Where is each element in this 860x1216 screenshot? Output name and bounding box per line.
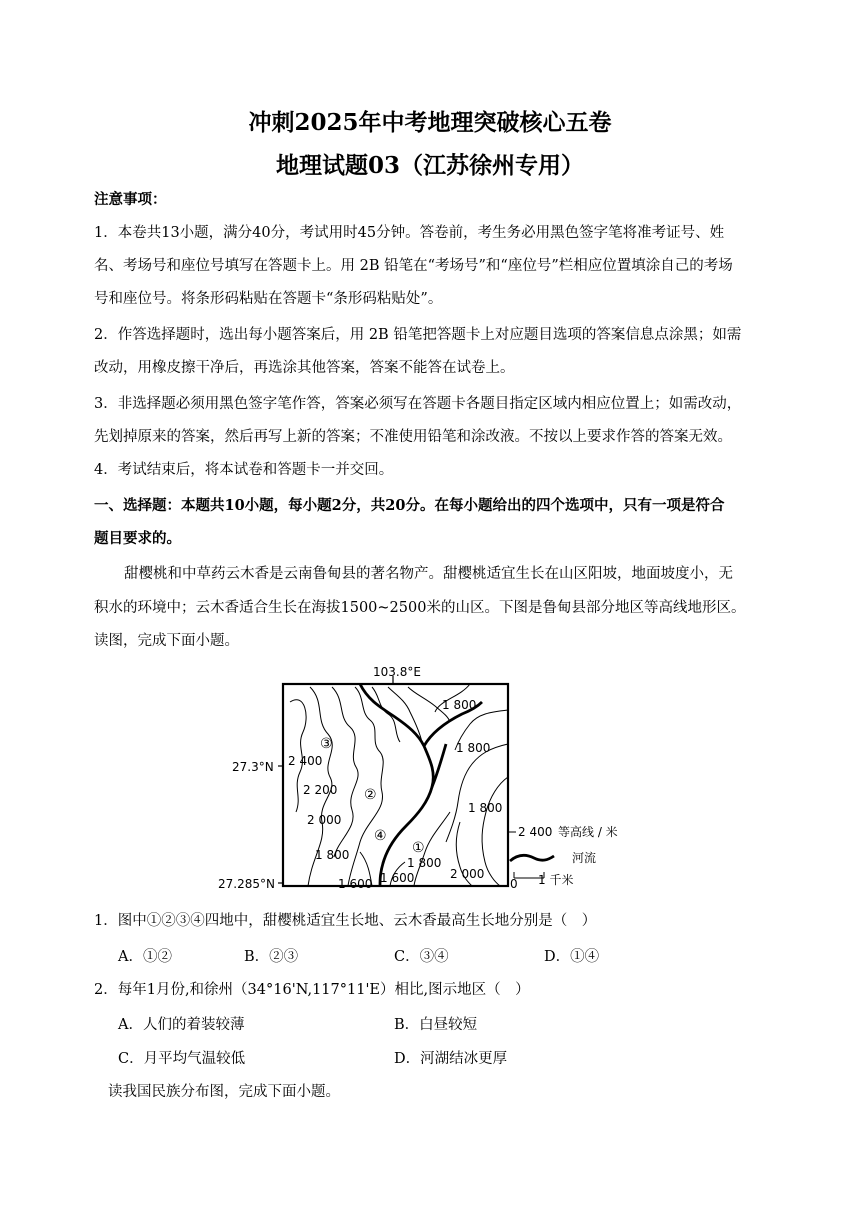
scale-zero: 0	[510, 877, 518, 891]
contour-label: 1 600	[338, 877, 373, 891]
passage-line: 积水的环境中；云木香适合生长在海拔1500~2500米的山区。下图是鲁甸县部分地区等高线地形区。	[94, 600, 746, 616]
contour-map	[210, 662, 630, 898]
legend-river-label: 河流	[572, 851, 597, 865]
q1-option-c: C．③④	[394, 949, 449, 965]
legend-river-symbol	[510, 855, 554, 861]
passage-line: 读图，完成下面小题。	[94, 633, 239, 649]
q2-option-b: B．白昼较短	[394, 1017, 478, 1033]
contour-label: 1 800	[468, 801, 503, 815]
exam-subtitle: 地理试题03（江苏徐州专用）	[275, 152, 584, 179]
contour-label: 1 600	[380, 871, 415, 885]
contour-label: 1 800	[456, 741, 491, 755]
point-2: ②	[364, 787, 377, 803]
contour-label: 1 800	[442, 698, 477, 712]
notice-line: 4．考试结束后，将本试卷和答题卡一并交回。	[94, 462, 394, 478]
notice-line: 改动，用橡皮擦干净后，再选涂其他答案，答案不能答在试卷上。	[94, 360, 515, 376]
point-1: ①	[412, 840, 425, 856]
contour-label: 1 800	[407, 856, 442, 870]
contour-label: 1 800	[315, 848, 350, 862]
notice-line: 2．作答选择题时，选出每小题答案后，用 2B 铅笔把答题卡上对应题目选项的答案信息点涂黑；如需	[94, 327, 742, 343]
q1-option-d: D．①④	[544, 949, 600, 965]
contour-label: 2 000	[450, 867, 485, 881]
notice-line: 号和座位号。将条形码粘贴在答题卡“条形码粘贴处”。	[94, 291, 443, 307]
next-passage-line: 读我国民族分布图，完成下面小题。	[108, 1084, 340, 1100]
contour-label: 2 200	[303, 783, 338, 797]
point-4: ④	[374, 828, 387, 844]
section-heading-cont: 题目要求的。	[94, 530, 181, 547]
notice-line: 先划掉原来的答案，然后再写上新的答案；不准使用铅笔和涂改液。不按以上要求作答的答案无效。	[94, 429, 732, 445]
notice-line: 1．本卷共13小题，满分40分，考试用时45分钟。答卷前，考生务必用黑色签字笔将准考证号、姓	[94, 225, 725, 241]
latitude-label-lower: 27.285°N	[218, 877, 275, 891]
legend-contour-value: 2 400	[518, 825, 553, 839]
passage-line: 甜樱桃和中草药云木香是云南鲁甸县的著名物产。甜樱桃适宜生长在山区阳坡，地面坡度小，无	[124, 566, 733, 582]
notice-heading: 注意事项：	[94, 191, 167, 208]
contour-label: 2 400	[288, 754, 323, 768]
q1-option-b: B．②③	[244, 949, 299, 965]
q2-option-d: D．河湖结冰更厚	[394, 1051, 508, 1067]
legend-contour-label: 等高线 / 米	[558, 825, 618, 839]
q2-option-a: A．人们的着装较薄	[118, 1017, 245, 1033]
scale-label: 1 千米	[538, 873, 574, 887]
longitude-label: 103.8°E	[373, 665, 421, 679]
point-3: ③	[320, 736, 333, 752]
question-2-stem: 2．每年1月份,和徐州（34°16'N,117°11'E）相比,图示地区（ ）	[94, 982, 530, 998]
latitude-label-upper: 27.3°N	[232, 760, 274, 774]
section-heading: 一、选择题：本题共10小题，每小题2分，共20分。在每小题给出的四个选项中，只有一项是符合	[94, 497, 725, 514]
notice-line: 名、考场号和座位号填写在答题卡上。用 2B 铅笔在“考场号”和“座位号”栏相应位置填涂自己的考场	[94, 258, 733, 274]
contour-label: 2 000	[307, 813, 342, 827]
question-1-stem: 1．图中①②③④四地中，甜樱桃适宜生长地、云木香最高生长地分别是（ ）	[94, 913, 597, 929]
q2-option-c: C．月平均气温较低	[118, 1051, 246, 1067]
q1-option-a: A．①②	[118, 949, 172, 965]
map-legend	[508, 824, 618, 891]
notice-line: 3．非选择题必须用黑色签字笔作答，答案必须写在答题卡各题目指定区域内相应位置上；如需改动，	[94, 396, 742, 412]
exam-title: 冲刺2025年中考地理突破核心五卷	[248, 109, 612, 136]
